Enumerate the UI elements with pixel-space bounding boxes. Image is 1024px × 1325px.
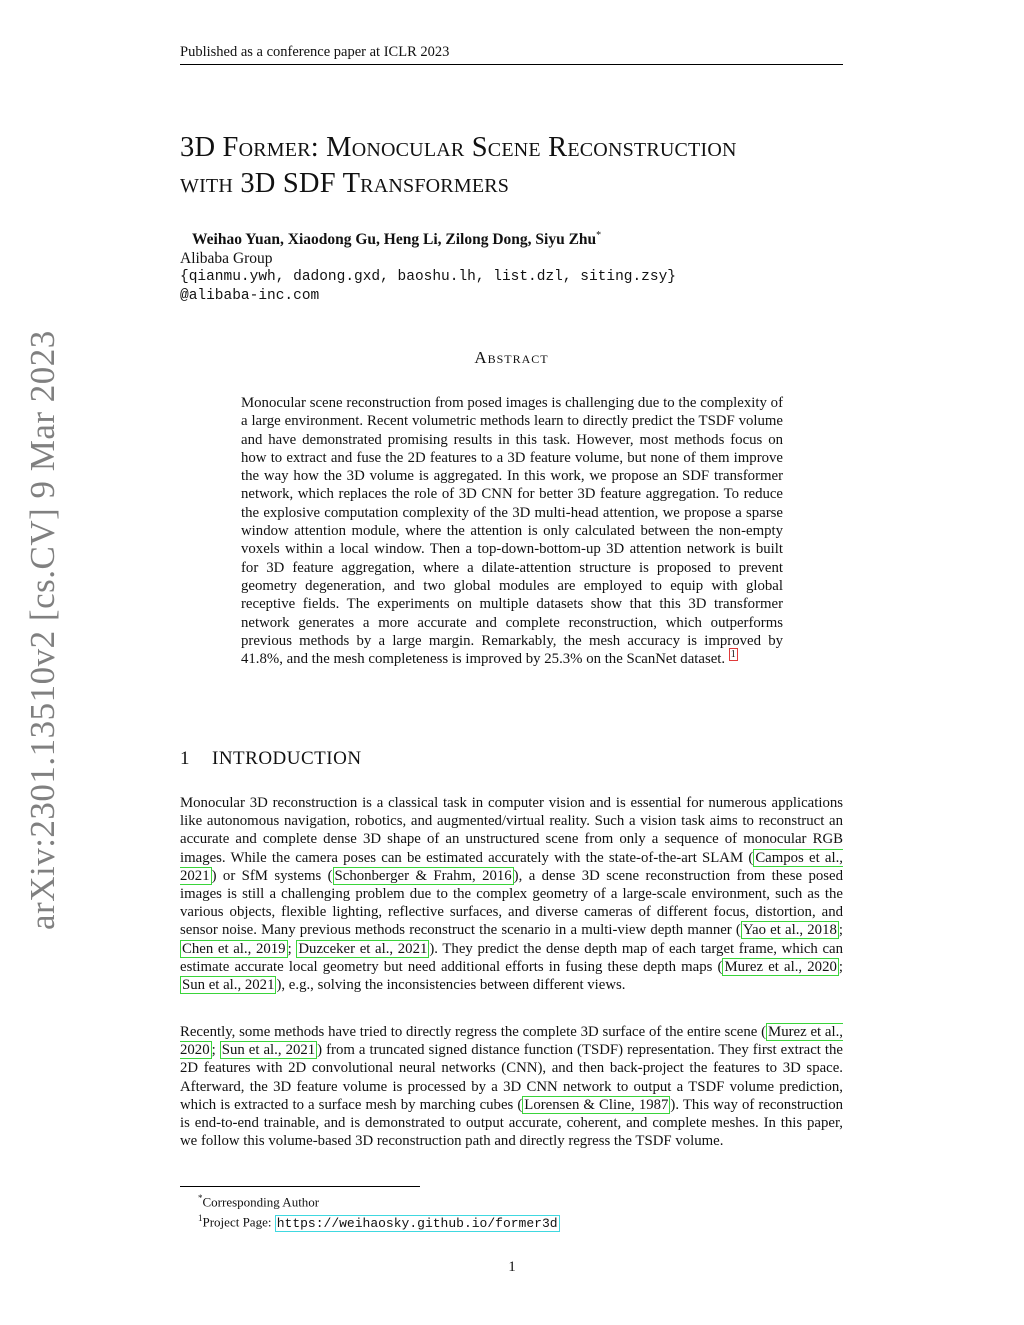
paragraph-text: ;	[838, 922, 843, 939]
citation-link[interactable]: Sun et al., 2021	[182, 977, 275, 994]
intro-paragraph-1	[180, 794, 843, 994]
footnote-project-page	[198, 1210, 560, 1231]
paragraph-text: ;	[211, 1042, 220, 1059]
paragraph-text: ;	[838, 958, 843, 975]
paragraph-text: ). This way of reconstruction is end-to-end trainable, and is demonstrated to output accurate, coherent, and complete meshes. In this paper, we follow this volume-based 3D reconstruction path and directly regress the TSDF volume.	[180, 1096, 843, 1150]
citation-link[interactable]: Chen et al., 2019	[182, 940, 286, 957]
paragraph-text: ). They predict the dense depth map of each target frame, which can estimate accurate local geometry but need additional efforts in fusing these depth maps (	[180, 940, 843, 975]
paragraph-text: ), e.g., solving the inconsistencies between different views.	[276, 977, 626, 994]
footnote-mark: *	[198, 1193, 203, 1203]
paper-title	[180, 130, 860, 202]
page-number: 1	[508, 1259, 516, 1275]
paragraph-text: ) from a truncated signed distance function (TSDF) representation. They first extract the 2D features with 2D convolutional neural networks (CNN), and then back-project the features to 3D space. Afterward, the 3D feature volume is processed by a 3D CNN network to output a TSDF volume prediction, which is extracted to a surface mesh by marching cubes (	[180, 1042, 843, 1113]
author-emails: {qianmu.ywh, dadong.gxd, baoshu.lh, list.dzl, siting.zsy}	[180, 269, 676, 286]
paragraph-text: ) or SfM systems (	[211, 867, 333, 884]
email-domain: @alibaba-inc.com	[180, 288, 320, 305]
citation-link[interactable]: Murez et al., 2020	[724, 958, 837, 975]
title-line-2: with 3D SDF Transformers	[180, 168, 510, 199]
footnote-divider	[180, 1186, 420, 1187]
paragraph-text: ;	[287, 940, 297, 957]
author-names	[192, 226, 843, 249]
corresponding-mark: *	[596, 230, 602, 241]
arxiv-identifier: arXiv:2301.13510v2 [cs.CV] 9 Mar 2023	[23, 330, 62, 930]
section-heading	[180, 748, 362, 770]
section-title: INTRODUCTION	[212, 748, 362, 769]
citation-link[interactable]: Duzceker et al., 2021	[298, 940, 428, 957]
abstract-text: Monocular scene reconstruction from posed images is challenging due to the complexity of a large environment. Recent volumetric methods learn to directly predict the TSDF volume and have demonstrated promising results in this task. However, most methods focus on how to extract and fuse the 2D features to a 3D feature volume, but none of them improve the way how the 3D volume is aggregated. In this work, we propose an SDF transformer network, which replaces the role of 3D CNN for better 3D feature aggregation. To reduce the explosive computation complexity of the 3D multi-head attention, we propose a sparse window attention module, where the attention is only calculated between the non-empty voxels within a local window. Then a top-down-bottom-up 3D attention network is built for 3D feature aggregation, where a dilate-attention structure is proposed to prevent geometry degeneration, and two global modules are employed to equip with global receptive fields. The experiments on multiple datasets show that this 3D transformer network generates a more accurate and complete reconstruction, which outperforms previous methods by a large margin. Remarkably, the mesh accuracy is improved by 41.8%, and the mesh completeness is improved by 25.3% on the ScanNet dataset.	[241, 395, 783, 668]
citation-link[interactable]: Murez et al., 2020	[180, 1024, 843, 1059]
intro-paragraph-2	[180, 1023, 843, 1150]
footnotes	[198, 1190, 560, 1232]
title-line-1: 3D Former: Monocular Scene Reconstruction	[180, 132, 737, 163]
section-number: 1	[180, 748, 190, 769]
author-block	[180, 226, 843, 306]
paragraph-text: Recently, some methods have tried to directly regress the complete 3D surface of the entire scene (	[180, 1024, 767, 1040]
abstract-heading: Abstract	[474, 348, 549, 367]
footnote-corresponding	[198, 1190, 560, 1210]
abstract-body	[241, 394, 783, 668]
footnote-mark: 1	[198, 1213, 203, 1224]
citation-link[interactable]: Lorensen & Cline, 1987	[524, 1096, 669, 1113]
citation-link[interactable]: Campos et al., 2021	[180, 849, 844, 884]
citation-link[interactable]: Yao et al., 2018	[742, 922, 837, 939]
citation-link[interactable]: Sun et al., 2021	[221, 1042, 316, 1059]
citation-link[interactable]: Schonberger & Frahm, 2016	[334, 867, 512, 884]
footnote-text: Project Page:	[202, 1214, 275, 1230]
paragraph-text: Monocular 3D reconstruction is a classical task in computer vision and is essential for numerous applications like autonomous navigation, robotics, and augmented/virtual reality. Such a vision task aims to reconstruct an accurate and complete dense 3D shape of an unstructured scene from only a sequence of monocular RGB images. While the camera poses can be estimated accurately with the state-of-the-art SLAM (	[180, 795, 843, 866]
affiliation: Alibaba Group	[180, 250, 273, 268]
author-list: Weihao Yuan, Xiaodong Gu, Heng Li, Zilong Dong, Siyu Zhu	[192, 231, 597, 249]
paragraph-text: ), a dense 3D scene reconstruction from these posed images is still a challenging problem due to the complex geometry of a large-scale environment, such as the various objects, flexible lighting, reflective surfaces, and diverse cameras of different focus, distortion, and sensor noise. Many previous methods reconstruct the scenario in a multi-view depth manner (	[180, 867, 843, 939]
footnote-link-1[interactable]: 1	[730, 649, 736, 661]
footnote-text: Corresponding Author	[202, 1194, 320, 1210]
running-header: Published as a conference paper at ICLR 2023	[180, 44, 843, 65]
project-page-link[interactable]: https://weihaosky.github.io/former3d	[276, 1215, 558, 1231]
